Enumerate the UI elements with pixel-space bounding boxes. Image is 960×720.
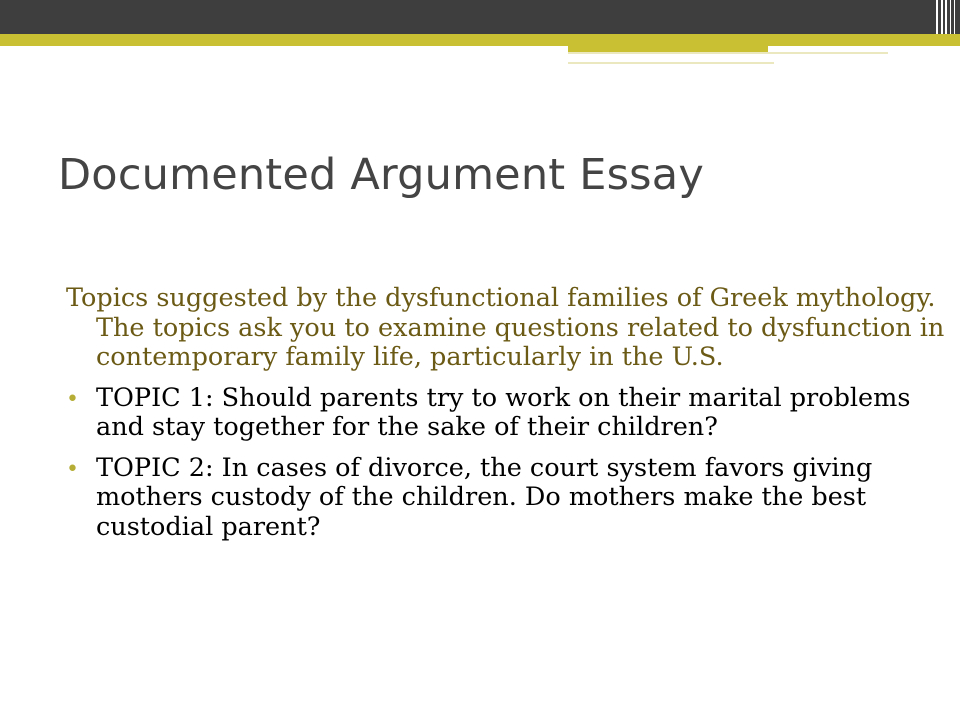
bullet-text: TOPIC 2: In cases of divorce, the court system favors giving mothers custody of the children. Do mothers make the best custodial parent? xyxy=(96,452,873,542)
bullet-item xyxy=(66,454,946,543)
header-stripe xyxy=(954,0,955,34)
accent-bar xyxy=(0,34,960,46)
accent-rule xyxy=(568,52,888,54)
bullet-icon: • xyxy=(66,456,79,482)
slide-body xyxy=(66,284,946,553)
slide-title: Documented Argument Essay xyxy=(58,150,704,200)
bullet-item xyxy=(66,384,946,443)
header-stripe xyxy=(945,0,947,34)
header-band xyxy=(0,0,960,34)
intro-paragraph: Topics suggested by the dysfunctional families of Greek mythology. The topics ask you to examine questions related to dysfunction in contemporary family life, particularly in the U.S. xyxy=(66,283,945,372)
accent-rule xyxy=(568,62,774,64)
bullet-text: TOPIC 1: Should parents try to work on their marital problems and stay together for the sake of their children? xyxy=(96,382,911,442)
header-stripe xyxy=(950,0,951,34)
header-stripe xyxy=(936,0,938,34)
bullet-icon: • xyxy=(66,386,79,412)
header-stripe xyxy=(941,0,943,34)
